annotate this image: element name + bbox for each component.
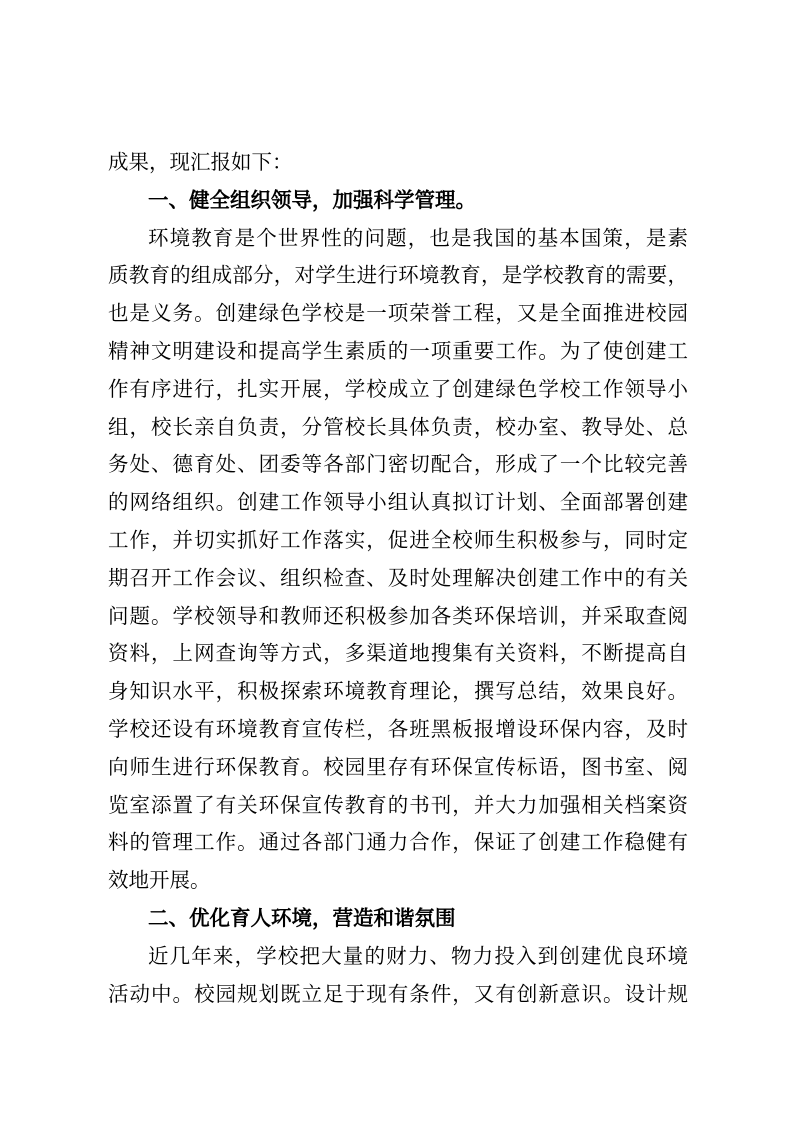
- text-line: 精神文明建设和提高学生素质的一项重要工作。为了使创建工: [108, 339, 688, 363]
- section-heading-2: 二、优化育人环境，营造和谐氛围: [148, 906, 456, 930]
- text-line: 务处、德育处、团委等各部门密切配合，形成了一个比较完善: [108, 452, 688, 477]
- text-line: 活动中。校园规划既立足于现有条件，又有创新意识。设计规: [108, 981, 688, 1006]
- text-line: 的网络组织。创建工作领导小组认真拟订计划、全面部署创建: [108, 490, 688, 515]
- text-line: 成果，现汇报如下：: [108, 150, 293, 174]
- text-line: 料的管理工作。通过各部门通力合作，保证了创建工作稳健有: [108, 830, 688, 855]
- text-line: 问题。学校领导和教师还积极参加各类环保培训，并采取查阅: [108, 603, 688, 628]
- text-line: 作有序进行，扎实开展，学校成立了创建绿色学校工作领导小: [108, 376, 688, 401]
- text-line: 资料，上网查询等方式，多渠道地搜集有关资料，不断提高自: [108, 641, 688, 666]
- text-line: 近几年来，学校把大量的财力、物力投入到创建优良环境: [148, 943, 688, 968]
- text-line: 也是义务。创建绿色学校是一项荣誉工程，又是全面推进校园: [108, 301, 688, 326]
- text-line: 学校还设有环境教育宣传栏，各班黑板报增设环保内容，及时: [108, 717, 688, 741]
- text-line: 期召开工作会议、组织检查、及时处理解决创建工作中的有关: [108, 565, 688, 590]
- text-line: 工作，并切实抓好工作落实，促进全校师生积极参与，同时定: [108, 528, 688, 552]
- text-line: 组，校长亲自负责，分管校长具体负责，校办室、教导处、总: [108, 414, 688, 439]
- section-heading-1: 一、健全组织领导，加强科学管理。: [148, 187, 476, 212]
- text-line: 环境教育是个世界性的问题，也是我国的基本国策，是素: [148, 225, 688, 250]
- text-line: 向师生进行环保教育。校园里存有环保宣传标语，图书室、阅: [108, 754, 688, 779]
- text-line: 效地开展。: [108, 868, 211, 893]
- text-line: 身知识水平，积极探索环境教育理论，撰写总结，效果良好。: [108, 679, 688, 704]
- text-line: 览室添置了有关环保宣传教育的书刊，并大力加强相关档案资: [108, 792, 688, 817]
- text-line: 质教育的组成部分，对学生进行环境教育，是学校教育的需要，: [108, 263, 688, 288]
